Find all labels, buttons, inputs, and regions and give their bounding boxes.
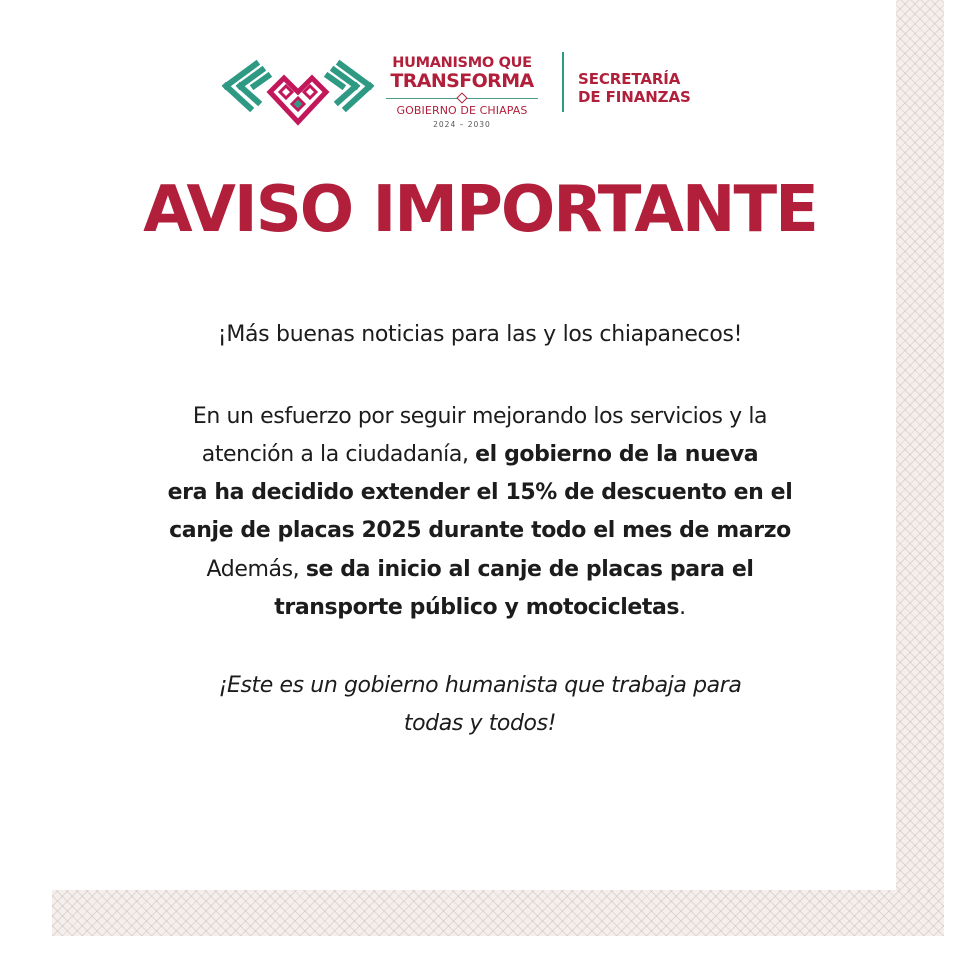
paragraph-bold-line: canje de placas 2025 durante todo el mes de marzo bbox=[169, 518, 791, 543]
paragraph-line bbox=[100, 589, 860, 627]
paragraph-bold-text: se da inicio al canje de placas para el bbox=[305, 557, 754, 582]
paragraph-text: Además, bbox=[206, 557, 306, 582]
paragraph-text: . bbox=[679, 595, 686, 620]
transport-paragraph bbox=[100, 551, 860, 627]
diamond-icon bbox=[456, 92, 467, 103]
greeting-text: ¡Más buenas noticias para las y los chiapanecos! bbox=[217, 322, 743, 347]
announcement-paragraph bbox=[100, 398, 860, 550]
chiapas-hands-heart-logo-icon bbox=[218, 56, 378, 136]
closing-text bbox=[100, 667, 860, 743]
department-name bbox=[578, 70, 691, 106]
brand-line-1: HUMANISMO QUE bbox=[392, 55, 532, 71]
decorative-pattern-border-right bbox=[896, 0, 944, 936]
brand-rule bbox=[386, 93, 538, 103]
government-term: 2024 – 2030 bbox=[433, 119, 491, 129]
closing-line: ¡Este es un gobierno humanista que trabaja para bbox=[218, 673, 742, 698]
department-line-2: DE FINANZAS bbox=[578, 88, 691, 106]
paragraph-text: atención a la ciudadanía, bbox=[201, 442, 476, 467]
paragraph-bold-text: transporte público y motocicletas bbox=[274, 595, 680, 620]
paragraph-line bbox=[100, 551, 860, 589]
department-line-1: SECRETARÍA bbox=[578, 70, 681, 88]
brand-line-2: TRANSFORMA bbox=[390, 69, 534, 92]
notice-title: AVISO IMPORTANTE bbox=[143, 173, 817, 247]
government-name: GOBIERNO DE CHIAPAS bbox=[396, 103, 528, 117]
closing-line: todas y todos! bbox=[403, 711, 557, 736]
paragraph-line bbox=[100, 436, 860, 474]
paragraph-line: En un esfuerzo por seguir mejorando los servicios y la bbox=[192, 404, 768, 429]
paragraph-bold-text: el gobierno de la nueva bbox=[475, 442, 759, 467]
paragraph-bold-line: era ha decidido extender el 15% de descuento en el bbox=[167, 480, 793, 505]
header-divider bbox=[562, 52, 564, 112]
brand-wordmark bbox=[378, 54, 546, 129]
decorative-pattern-border-bottom bbox=[52, 890, 944, 936]
